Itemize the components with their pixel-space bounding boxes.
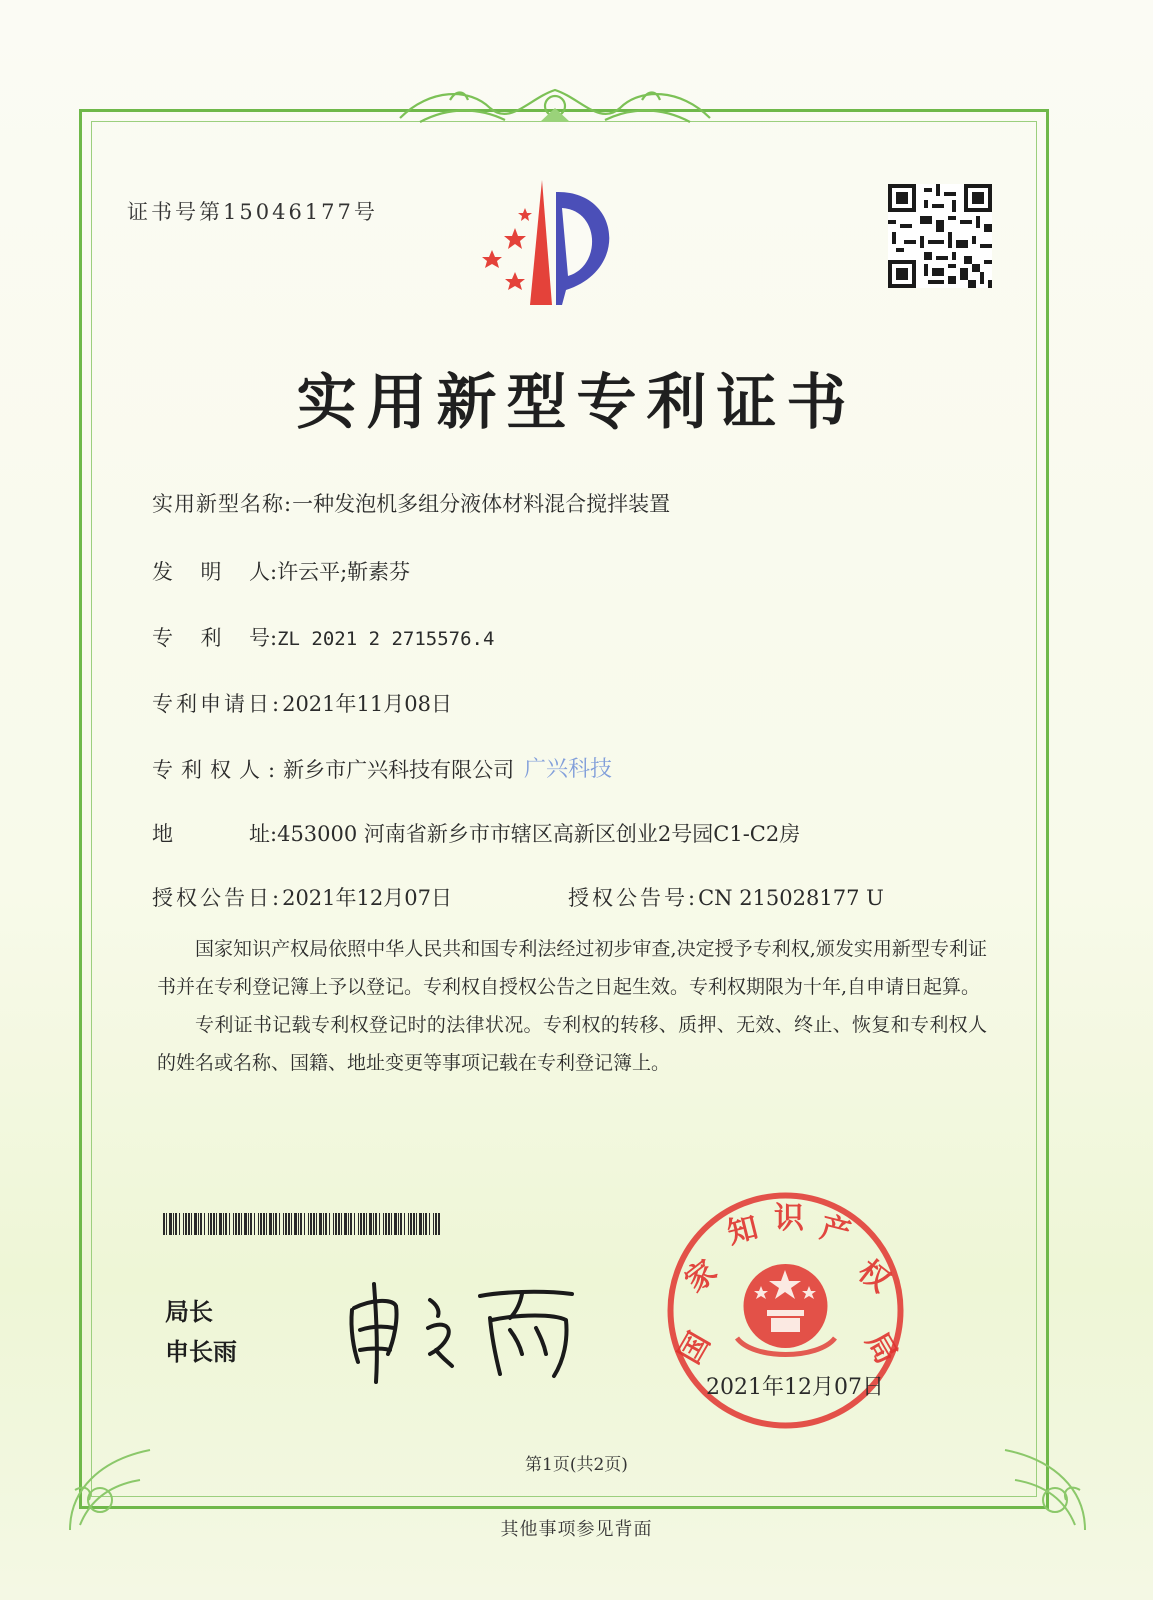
field-value: CN 215028177 U [698,886,884,910]
director-block [165,1292,237,1372]
seal-date: 2021年12月07日 [706,1375,884,1400]
body-paragraph: 国家知识产权局依照中华人民共和国专利法经过初步审查,决定授予专利权,颁发实用新型专利证书并在专利登记簿上予以登记。专利权自授权公告之日起生效。专利权期限为十年,自申请日起算。 [157,938,987,998]
field-address: 地 址 :453000 河南省新乡市市辖区高新区创业2号园C1-C2房 [152,818,800,848]
certificate-title: 实用新型专利证书 [296,368,857,438]
certificate-number: 证书号第15046177号 [127,200,378,224]
field-patent-number: 专 利 号 :ZL 2021 2 2715576.4 [152,622,494,652]
svg-text:产: 产 [816,1210,855,1252]
qr-code-icon [888,184,992,288]
company-watermark: 广兴科技 [524,757,613,782]
footer-note: 其他事项参见背面 [500,1519,653,1540]
field-grant-date [152,882,452,912]
field-label: 专 利 号 [152,626,270,650]
field-value: 2021年12月07日 [282,886,452,910]
field-value: 2021年11月08日 [282,692,452,716]
field-label: 授权公告日: [152,886,283,910]
svg-text:权: 权 [851,1253,897,1300]
field-filing-date [152,688,452,718]
svg-text:识: 识 [774,1201,804,1236]
field-inventor: 发 明 人 :许云平;靳素芬 [152,556,410,586]
field-patentee [152,754,514,784]
svg-text:国: 国 [672,1326,718,1370]
page-number: 第1页(共2页) [525,1455,628,1475]
field-label: 专利权人: [152,758,284,782]
signature-icon [340,1270,590,1390]
field-grant-number [568,882,884,912]
field-value: 一种发泡机多组分液体材料混合搅拌装置 [292,492,671,516]
field-label: 地 址 [152,822,270,846]
field-utility-model-name [152,488,670,518]
patent-office-logo-icon [470,180,640,310]
body-paragraph: 专利证书记载专利权登记时的法律状况。专利权的转移、质押、无效、终止、恢复和专利权人的姓名或名称、国籍、地址变更等事项记载在专利登记簿上。 [157,1014,987,1074]
top-ornament-icon [390,78,720,134]
field-value: 许云平;靳素芬 [277,560,411,584]
svg-text:家: 家 [678,1253,724,1300]
svg-text:局: 局 [858,1326,904,1370]
field-value: 新乡市广兴科技有限公司 [283,758,515,782]
field-label: 专利申请日: [152,692,283,716]
director-name: 申长雨 [165,1338,237,1366]
field-value: 453000 河南省新乡市市辖区高新区创业2号园C1-C2房 [277,822,801,846]
director-title: 局长 [165,1298,213,1326]
field-label: 授权公告号: [568,886,699,910]
certificate-body [157,930,987,1082]
barcode-icon [163,1213,443,1235]
svg-text:知: 知 [723,1210,762,1252]
field-label: 实用新型名称: [152,492,293,516]
field-value: ZL 2021 2 2715576.4 [277,628,495,650]
field-label: 发 明 人 [152,560,270,584]
